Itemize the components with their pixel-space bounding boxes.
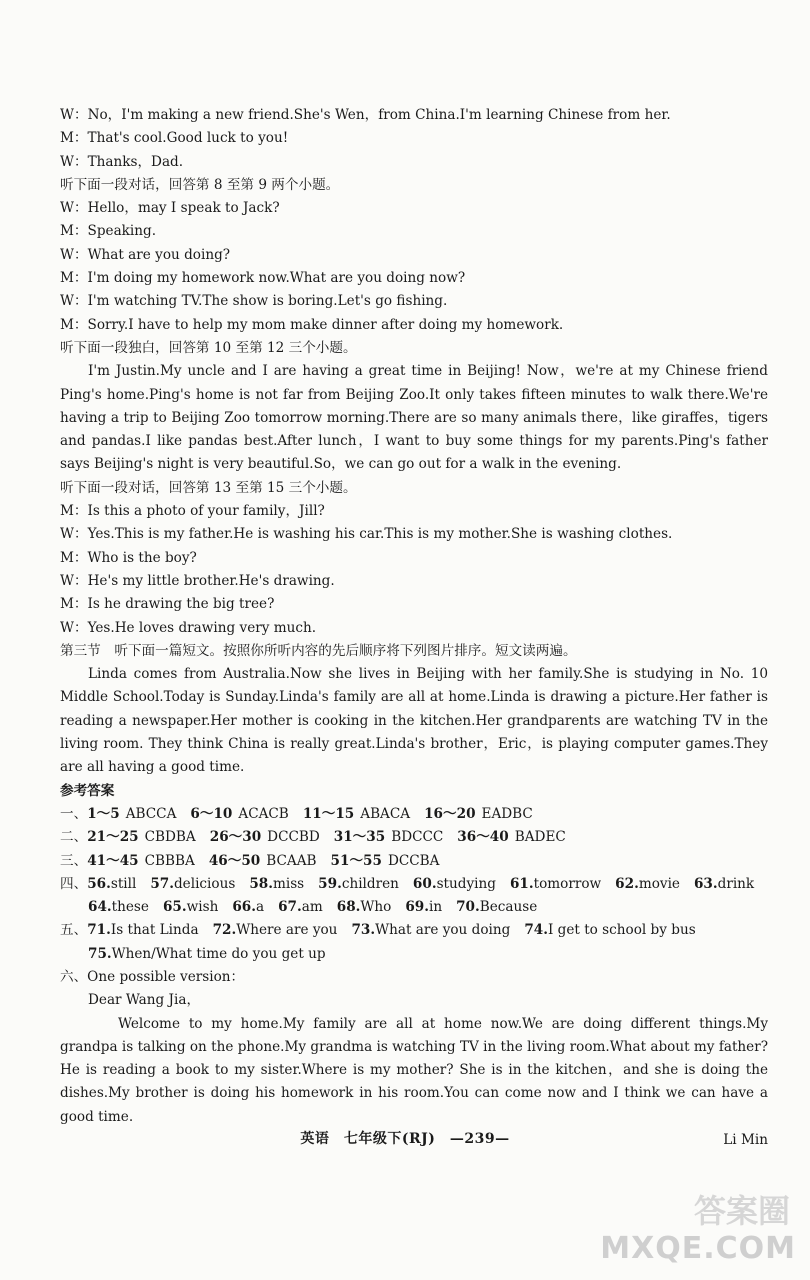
answer-value: in xyxy=(428,899,443,916)
answer-row xyxy=(60,919,768,942)
answer-value: Where are you xyxy=(236,922,338,939)
answer-range: 60. xyxy=(412,875,437,892)
answer-section-number: 四、 xyxy=(60,875,88,892)
dialogue-block-2 xyxy=(60,477,768,663)
text-line: W：He's my little brother.He's drawing. xyxy=(60,572,335,589)
answer-range: 36～40 xyxy=(457,829,509,846)
answer-value: ABACA xyxy=(360,805,411,822)
answer-value: these xyxy=(111,899,149,916)
answer-range: 46～50 xyxy=(208,852,261,869)
answer-range: 56. xyxy=(87,875,111,892)
answer-row xyxy=(60,943,768,966)
answer-key xyxy=(60,803,768,966)
answer-row xyxy=(60,826,768,849)
answer-value: What are you doing xyxy=(375,922,511,939)
answer-value: movie xyxy=(638,875,680,892)
answer-value: ABCCA xyxy=(125,805,177,822)
answer-range: 51～55 xyxy=(330,852,382,869)
text-line: W：Thanks，Dad. xyxy=(60,153,184,170)
text-line: W：Yes.This is my father.He is washing his car.This is my mother.She is washing clothes. xyxy=(60,526,673,543)
answers-heading: 参考答案 xyxy=(60,782,115,799)
answer-section-number: 五、 xyxy=(60,922,88,939)
answer-range: 73. xyxy=(351,922,376,939)
answer-section-number: 二、 xyxy=(60,829,88,846)
answer-range: 6～10 xyxy=(190,805,233,822)
answer-value: wish xyxy=(186,899,219,916)
letter-signature: Li Min xyxy=(723,1132,768,1149)
answer-range: 63. xyxy=(693,875,718,892)
text-line: M：I'm doing my homework now.What are you doing now? xyxy=(60,270,466,287)
answer-range: 69. xyxy=(405,899,429,916)
answer-range: 64. xyxy=(88,899,112,916)
answer-value: CBBBA xyxy=(144,852,195,869)
text-line: 第三节 听下面一篇短文。按照你所听内容的先后顺序将下列图片排序。短文读两遍。 xyxy=(60,642,577,659)
monologue-paragraph: I'm Justin.My uncle and I are having a great time in Beijing! Now，we're at my Chinese friend Ping's home.Ping's home is not far from Beijing Zoo.It only takes fifteen minutes to walk there.We're having a trip to Beijing Zoo tomorrow morning.There are so many animals there，like giraffes，tigers and pandas.I like pandas best.After lunch，I want to buy some things for my parents.Ping's father says Beijing's night is very beautiful.So，we can go out for a walk in the evening. xyxy=(60,363,768,473)
answer-value: ACACB xyxy=(238,805,289,822)
section-six-title: 六、One possible version： xyxy=(60,968,245,985)
answer-range: 74. xyxy=(524,922,548,939)
answer-range: 41～45 xyxy=(87,852,139,869)
text-line: M：Is this a photo of your family，Jill? xyxy=(60,503,325,520)
text-line: M：Speaking. xyxy=(60,223,157,240)
answer-range: 11～15 xyxy=(302,805,355,822)
answer-range: 16～20 xyxy=(424,805,476,822)
answer-range: 65. xyxy=(162,899,187,916)
answer-value: still xyxy=(110,875,137,892)
text-line: 听下面一段对话，回答第 13 至第 15 三个小题。 xyxy=(60,479,357,496)
text-line: M：Is he drawing the big tree? xyxy=(60,596,275,613)
answer-range: 21～25 xyxy=(87,829,139,846)
page-footer: 英语 七年级下(RJ) —239— xyxy=(300,1131,510,1147)
letter-greeting: Dear Wang Jia， xyxy=(88,992,201,1009)
text-line: 听下面一段独白，回答第 10 至第 12 三个小题。 xyxy=(60,339,357,356)
answer-value: BADEC xyxy=(514,829,566,846)
answer-row xyxy=(60,803,768,826)
answer-range: 68. xyxy=(336,899,361,916)
answer-range: 71. xyxy=(87,922,111,939)
letter-body: Welcome to my home.My family are all at home now.We are doing different things.My grandpa is talking on the phone.My grandma is watching TV in the living room.What about my father? He is reading a book to my sister.Where is my mother? She is in the kitchen，and she is doing the dishes.My brother is doing his homework in his room.You can come now and I think we can have a good time. xyxy=(60,1015,768,1125)
answer-range: 31～35 xyxy=(333,829,386,846)
answer-range: 70. xyxy=(456,899,480,916)
answer-range: 1～5 xyxy=(87,805,120,822)
answer-range: 75. xyxy=(88,945,112,962)
dialogue-block-1 xyxy=(60,104,768,360)
text-line: M：That's cool.Good luck to you! xyxy=(60,130,289,147)
answer-range: 67. xyxy=(278,899,302,916)
answer-range: 59. xyxy=(318,875,342,892)
watermark-bottom-text: MXQE.COM xyxy=(600,1231,796,1266)
answer-value: DCCBA xyxy=(387,852,440,869)
answer-value: children xyxy=(341,875,399,892)
answer-range: 58. xyxy=(249,875,273,892)
answer-value: tomorrow xyxy=(533,875,602,892)
answer-range: 61. xyxy=(509,875,534,892)
answer-value: a xyxy=(255,899,265,916)
answer-row xyxy=(60,850,768,873)
text-line: M：Who is the boy? xyxy=(60,549,197,566)
answer-range: 57. xyxy=(150,875,174,892)
answer-value: EADBC xyxy=(481,805,533,822)
answer-section-number: 一、 xyxy=(60,805,88,822)
answer-range: 26～30 xyxy=(209,829,262,846)
answer-value: Because xyxy=(479,899,538,916)
answer-section-number: 三、 xyxy=(60,852,88,869)
text-line: W：What are you doing? xyxy=(60,246,231,263)
text-line: W：Hello，may I speak to Jack? xyxy=(60,200,280,217)
answer-value: Is that Linda xyxy=(110,922,199,939)
answer-value: CBDBA xyxy=(144,829,196,846)
answer-value: studying xyxy=(436,875,496,892)
answer-value: am xyxy=(301,899,323,916)
text-line: W：I'm watching TV.The show is boring.Let's go fishing. xyxy=(60,293,448,310)
watermark-top-text: 答案圈 xyxy=(693,1192,790,1230)
answer-value: delicious xyxy=(173,875,236,892)
answer-value: BCAAB xyxy=(266,852,317,869)
answer-range: 72. xyxy=(212,922,237,939)
answer-value: Who xyxy=(360,899,392,916)
answer-value: DCCBD xyxy=(267,829,320,846)
answer-range: 66. xyxy=(232,899,256,916)
page-content xyxy=(60,104,768,1152)
text-line: W：No，I'm making a new friend.She's Wen，from China.I'm learning Chinese from her. xyxy=(60,107,671,123)
answer-value: I get to school by bus xyxy=(547,922,696,939)
text-line: W：Yes.He loves drawing very much. xyxy=(60,619,317,636)
answer-row xyxy=(60,896,768,919)
answer-value: miss xyxy=(272,875,305,892)
answer-value: BDCCC xyxy=(391,829,444,846)
answer-row xyxy=(60,873,768,896)
answer-value: drink xyxy=(717,875,755,892)
text-line: M：Sorry.I have to help my mom make dinner after doing my homework. xyxy=(60,316,564,333)
answer-range: 62. xyxy=(615,875,639,892)
text-line: 听下面一段对话，回答第 8 至第 9 两个小题。 xyxy=(60,176,340,193)
answer-value: When/What time do you get up xyxy=(111,945,326,962)
watermark-logo xyxy=(600,1192,804,1274)
passage-paragraph: Linda comes from Australia.Now she lives in Beijing with her family.She is studying in No. 10 Middle School.Today is Sunday.Linda's family are all at home.Linda is drawing a picture.Her father is reading a newspaper.Her mother is cooking in the kitchen.Her grandparents are watching TV in the living room. They think China is really great.Linda's brother，Eric，is playing computer games.They are all having a good time. xyxy=(60,666,768,776)
